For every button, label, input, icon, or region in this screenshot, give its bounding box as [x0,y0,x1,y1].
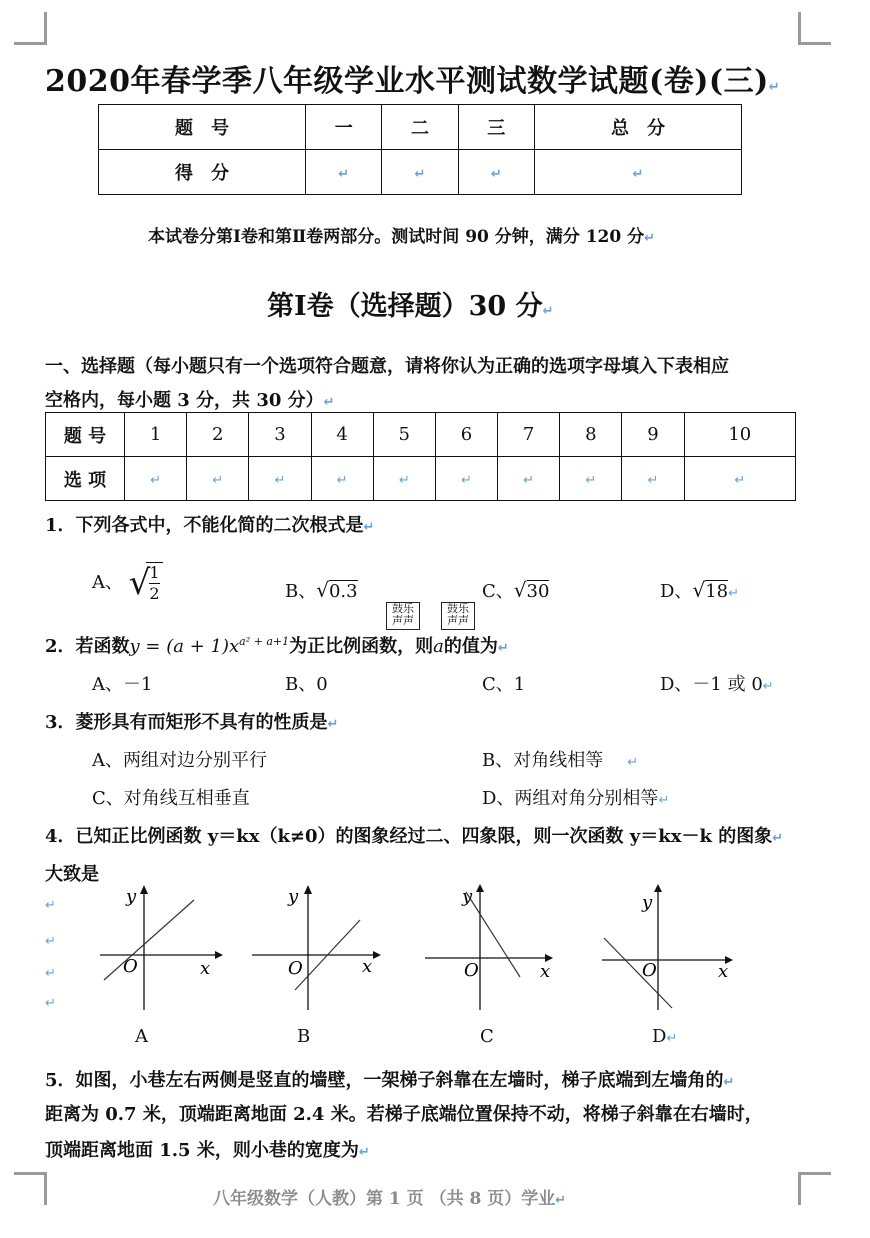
option-label: D、 [660,581,693,602]
score-table-row [99,150,742,195]
svg-text:O: O [464,960,479,981]
page-footer: 八年级数学（人教）第 1 页 （共 8 页）学业↵ [213,1189,567,1209]
question-number: 8 [560,413,622,457]
option-label: C、 [482,581,514,602]
radicand: 30 [526,581,550,602]
answer-cell[interactable]: ↵ [622,457,684,501]
radicand: 0.3 [328,581,358,602]
score-row-label: 得 分 [99,150,306,195]
svg-text:O: O [288,958,303,979]
question-1-stem: 1．下列各式中，不能化简的二次根式是↵ [45,515,375,536]
crop-mark-bottom-right [798,1172,831,1205]
question-1-option-a: A、 √ $\frac{1}{2}$ [92,562,163,604]
graph-label-d: D↵ [652,1026,678,1047]
exam-note: 本试卷分第Ⅰ卷和第Ⅱ卷两部分。测试时间 90 分钟，满分 120 分↵ [148,227,656,247]
question-2-option-b: B、0 [285,674,328,695]
answer-cell[interactable]: ↵ [498,457,560,501]
exam-title: 2020年春学季八年级学业水平测试数学试题(卷)(三)↵ [45,64,781,99]
answer-cell[interactable]: ↵ [373,457,435,501]
question-number: 2 [187,413,249,457]
question-5-line-3: 顶端距离地面 1.5 米，则小巷的宽度为↵ [45,1140,370,1161]
instruction-line-1: 一、选择题（每小题只有一个选项符合题意，请将你认为正确的选项字母填入下表相应 [45,356,729,377]
answer-table [45,412,796,501]
answer-cell[interactable]: ↵ [435,457,497,501]
svg-text:y: y [462,886,473,907]
question-number: 7 [498,413,560,457]
question-4-stem-line-1: 4．已知正比例函数 y＝kx（k≠0）的图象经过二、四象限，则一次函数 y＝kx－k 的图象↵ [45,826,784,847]
question-1-option-d: D、√18↵ [660,578,739,602]
score-table [98,104,742,195]
graph-a [100,885,223,1010]
score-header-cell: 三 [458,105,534,150]
score-header-cell: 总 分 [534,105,741,150]
graph-label-a: A [135,1026,148,1047]
stamp-icon: 鼓乐 声声 [386,602,420,630]
return-mark: ↵ [45,996,56,1011]
answer-row-label: 选 项 [46,457,125,501]
formula: y = (a + 1)x [129,636,240,657]
graph-b [252,885,381,1010]
score-cell[interactable]: ↵ [382,150,458,195]
crop-mark-top-right [798,12,831,45]
answer-table-number-row [46,413,796,457]
question-number: 3 [249,413,311,457]
question-5-line-1: 5．如图，小巷左右两侧是竖直的墙壁，一架梯子斜靠在左墙时，梯子底端到左墙角的↵ [45,1070,735,1091]
stamp-icon: 鼓乐 声声 [441,602,475,630]
question-2-option-d: D、－1 或 0↵ [660,674,774,695]
answer-cell[interactable]: ↵ [560,457,622,501]
question-number: 1 [125,413,187,457]
svg-text:x: x [200,958,211,979]
question-2-option-c: C、1 [482,674,526,695]
question-2-stem: 2．若函数$y = (a + 1)x^{a^2 + a+1}$为正比例函数，则a的值为↵ [45,635,509,657]
crop-mark-bottom-left [14,1172,47,1205]
graph-c [425,884,553,1010]
question-3-option-a: A、两组对边分别平行 [92,750,267,771]
answer-cell[interactable]: ↵ [187,457,249,501]
question-4-graphs [90,880,770,1020]
question-number: 10 [684,413,795,457]
question-1-option-c: C、√30 [482,578,550,602]
answer-cell[interactable]: ↵ [249,457,311,501]
question-number: 9 [622,413,684,457]
question-5-line-2: 距离为 0.7 米，顶端距离地面 2.4 米。若梯子底端位置保持不动，将梯子斜靠在右墙时， [45,1104,763,1125]
score-header-cell: 二 [382,105,458,150]
score-table-header-row [99,105,742,150]
option-label: A、 [92,572,123,593]
score-header-cell: 题 号 [99,105,306,150]
question-3-option-d: D、两组对角分别相等↵ [482,788,670,809]
graph-label-c: C [480,1026,494,1047]
crop-mark-top-left [14,12,47,45]
variable: a [433,636,444,657]
svg-text:x: x [362,956,373,977]
svg-text:y: y [126,886,137,907]
graph-label-b: B [297,1026,311,1047]
question-number: 4 [311,413,373,457]
score-header-cell: 一 [306,105,382,150]
svg-text:x: x [540,961,551,982]
return-mark: ↵ [45,966,56,981]
formula-exponent: a² + a+1 [239,635,290,648]
fraction-numerator: 1 [149,563,160,582]
answer-cell[interactable]: ↵ [684,457,795,501]
svg-text:O: O [123,956,138,977]
question-3-option-b: B、对角线相等 ↵ [482,750,639,771]
svg-text:O: O [642,960,657,981]
question-4-stem-line-2: 大致是 [45,864,99,885]
question-number: 5 [373,413,435,457]
return-mark: ↵ [45,934,56,949]
option-label: B、 [285,581,317,602]
answer-cell[interactable]: ↵ [311,457,373,501]
question-3-stem: 3．菱形具有而矩形不具有的性质是↵ [45,712,339,733]
answer-table-choice-row [46,457,796,501]
question-1-option-b: B、√0.3 [285,578,358,602]
question-2-option-a: A、－1 [92,674,153,695]
radicand: 18 [705,581,729,602]
score-cell[interactable]: ↵ [534,150,741,195]
fraction-denominator: 2 [149,584,160,603]
question-number: 6 [435,413,497,457]
answer-cell[interactable]: ↵ [125,457,187,501]
section-title: 第Ⅰ卷（选择题）30 分↵ [267,291,554,322]
answer-row-label: 题 号 [46,413,125,457]
svg-text:x: x [718,961,729,982]
graph-d [602,884,733,1010]
return-mark: ↵ [45,898,56,913]
score-cell[interactable]: ↵ [458,150,534,195]
score-cell[interactable]: ↵ [306,150,382,195]
svg-text:y: y [288,886,299,907]
svg-text:y: y [642,892,653,913]
question-3-option-c: C、对角线互相垂直 [92,788,250,809]
instruction-line-2: 空格内，每小题 3 分，共 30 分）↵ [45,390,335,411]
